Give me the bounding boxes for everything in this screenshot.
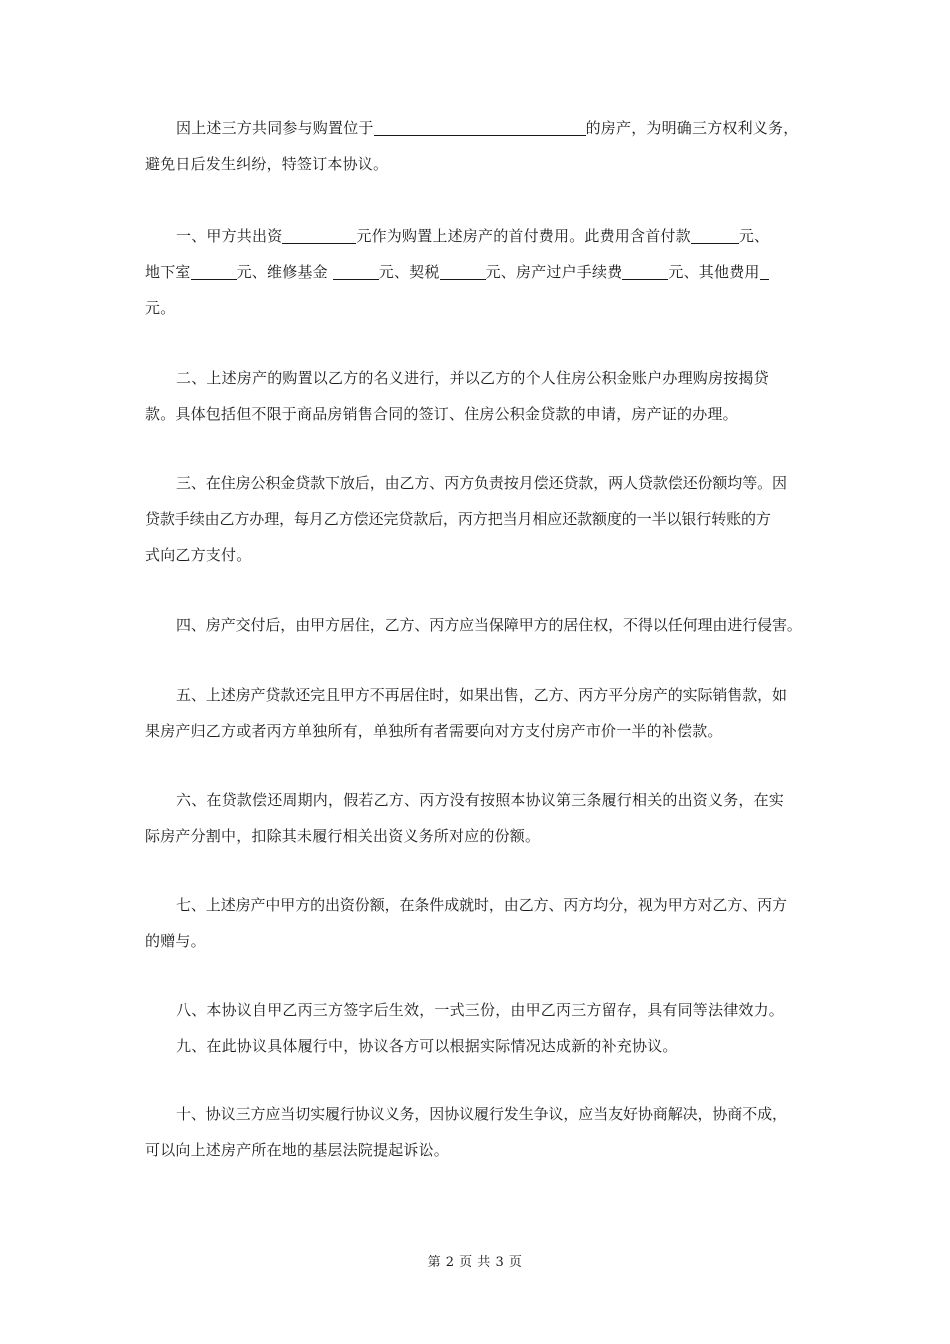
deed-tax-blank — [440, 263, 486, 280]
down-payment-blank — [691, 227, 739, 244]
maintenance-fund-blank — [333, 263, 379, 280]
intro-line-2: 避免日后发生纠纷，特签订本协议。 — [145, 155, 389, 173]
p9-line-1: 九、在此协议具体履行中，协议各方可以根据实际情况达成新的补充协议。 — [176, 1037, 678, 1055]
transfer-fee-blank — [622, 263, 668, 280]
total-investment-blank — [282, 227, 356, 244]
p7-line-2: 的赠与。 — [145, 932, 206, 950]
p6-line-1: 六、在贷款偿还周期内，假若乙方、丙方没有按照本协议第三条履行相关的出资义务，在实 — [176, 791, 785, 809]
paragraph-5 — [145, 677, 825, 749]
paragraph-8-9 — [145, 992, 825, 1064]
p1-text-2: 元作为购置上述房产的首付费用。此费用含首付款 — [356, 227, 691, 245]
other-fees-blank — [760, 263, 769, 280]
page-number-footer: 第 2 页 共 3 页 — [427, 1255, 523, 1270]
paragraph-10 — [145, 1096, 825, 1168]
p1-text-3: 元、 — [738, 227, 770, 245]
p7-line-1: 七、上述房产中甲方的出资份额，在条件成就时，由乙方、丙方均分，视为甲方对乙方、丙方 — [176, 896, 787, 914]
p2-line-1: 二、上述房产的购置以乙方的名义进行，并以乙方的个人住房公积金账户办理购房按揭贷 — [176, 369, 769, 387]
p1-text-6: 元、契税 — [378, 263, 440, 281]
p6-line-2: 际房产分割中，扣除其未履行相关出资义务所对应的份额。 — [145, 827, 541, 845]
p5-line-1: 五、上述房产贷款还完且甲方不再居住时，如果出售，乙方、丙方平分房产的实际销售款，如 — [176, 686, 787, 704]
p2-line-2: 款。具体包括但不限于商品房销售合同的签订、住房公积金贷款的申请，房产证的办理。 — [145, 405, 738, 423]
p1-text-7: 元、房产过户手续费 — [485, 263, 623, 281]
paragraph-6 — [145, 782, 825, 854]
paragraph-1 — [145, 218, 825, 326]
paragraph-2 — [145, 360, 825, 432]
p1-text-5: 元、维修基金 — [236, 263, 328, 281]
property-location-blank — [374, 119, 586, 136]
p1-text-8: 元、其他费用 — [668, 263, 760, 281]
p1-text-1: 一、甲方共出资 — [176, 227, 283, 245]
p1-line-3: 元。 — [145, 299, 176, 317]
intro-text-1: 因上述三方共同参与购置位于 — [176, 119, 374, 137]
paragraph-intro — [145, 110, 825, 182]
p10-line-2: 可以向上述房产所在地的基层法院提起诉讼。 — [145, 1141, 450, 1159]
p5-line-2: 果房产归乙方或者丙方单独所有，单独所有者需要向对方支付房产市价一半的补偿款。 — [145, 722, 723, 740]
intro-text-2: 的房产，为明确三方权利义务， — [585, 119, 799, 137]
p3-line-1: 三、在住房公积金贷款下放后，由乙方、丙方负责按月偿还贷款，两人贷款偿还份额均等。因 — [176, 474, 787, 492]
p8-line-1: 八、本协议自甲乙丙三方签字后生效，一式三份，由甲乙丙三方留存，具有同等法律效力。 — [176, 1001, 785, 1019]
basement-blank — [191, 263, 237, 280]
p3-line-2: 贷款手续由乙方办理，每月乙方偿还完贷款后，丙方把当月相应还款额度的一半以银行转账的方 — [145, 510, 771, 528]
paragraph-4 — [145, 607, 825, 643]
paragraph-3 — [145, 465, 825, 573]
p3-line-3: 式向乙方支付。 — [145, 546, 252, 564]
p10-line-1: 十、协议三方应当切实履行协议义务，因协议履行发生争议，应当友好协商解决，协商不成， — [176, 1105, 787, 1123]
paragraph-7 — [145, 887, 825, 959]
p4-line-1: 四、房产交付后，由甲方居住，乙方、丙方应当保障甲方的居住权，不得以任何理由进行侵害。 — [176, 616, 802, 634]
p1-text-4: 地下室 — [145, 263, 191, 281]
